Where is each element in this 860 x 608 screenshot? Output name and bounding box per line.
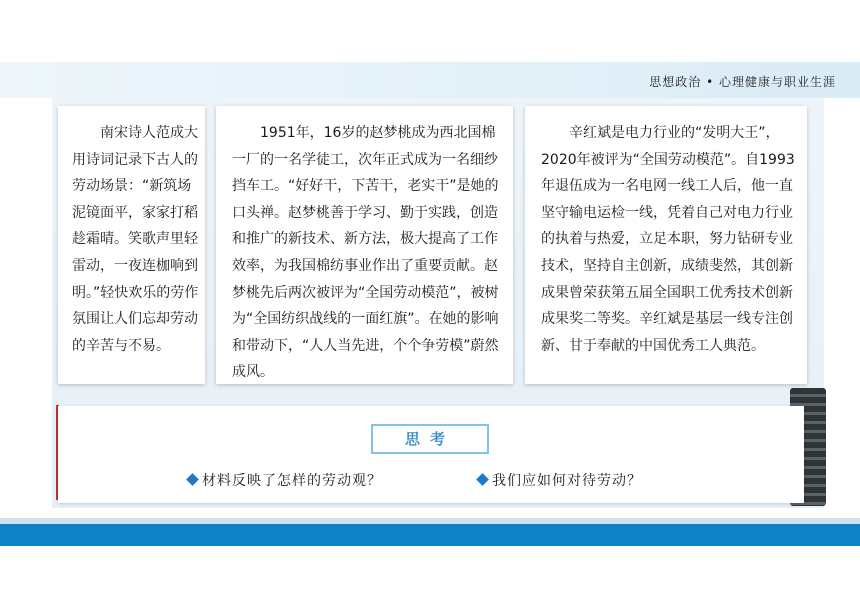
card-text: 南宋诗人范成大用诗词记录下古人的劳动场景：“新筑场泥镜面平，家家打稻趁霜晴。笑歌声里轻雷动，一夜连枷响到明。”轻快欢乐的劳作氛围让人们忘却劳动的辛苦与不易。: [72, 125, 199, 354]
diamond-bullet-icon: [186, 473, 199, 486]
question-text: 材料反映了怎样的劳动观？: [202, 473, 382, 489]
diamond-bullet-icon: [476, 473, 489, 486]
think-section: [58, 406, 804, 503]
card-text: 1951年，16岁的赵梦桃成为西北国棉一厂的一名学徒工，次年正式成为一名细纱挡车工。“好好干，下苦干，老实干”是她的口头禅。赵梦桃善于学习、勤于实践，创造和推广的新技术、新方法，极大提高了工作效率，为我国棉纺事业作出了重要贡献。赵梦桃先后两次被评为“全国劳动模范”，被树为“全国纺织战线的一面红旗”。在她的影响和带动下，“人人当先进，个个争劳模”蔚然成风。: [232, 125, 499, 381]
material-card-xin-hongbin: [525, 106, 807, 384]
think-label: 思考: [371, 424, 489, 454]
material-card-poem: [58, 106, 205, 384]
material-card-zhao-mengtao: [216, 106, 513, 384]
card-text: 辛红斌是电力行业的“发明大王”，2020年被评为“全国劳动模范”。自1993年退伍成为一名电网一线工人后，他一直坚守输电运检一线，凭着自己对电力行业的执着与热爱，立足本职，努力钻研专业技术，坚持自主创新，成绩斐然，其创新成果曾荣获第五届全国职工优秀技术创新成果奖二等奖。辛红斌是基层一线专注创新、甘于奉献的中国优秀工人典范。: [541, 125, 795, 354]
question-text: 我们应如何对待劳动？: [492, 473, 642, 489]
course-title: 思想政治 • 心理健康与职业生涯: [649, 75, 836, 89]
footer-bar: [0, 524, 860, 546]
question-item: [476, 470, 642, 490]
question-item: [186, 470, 382, 490]
